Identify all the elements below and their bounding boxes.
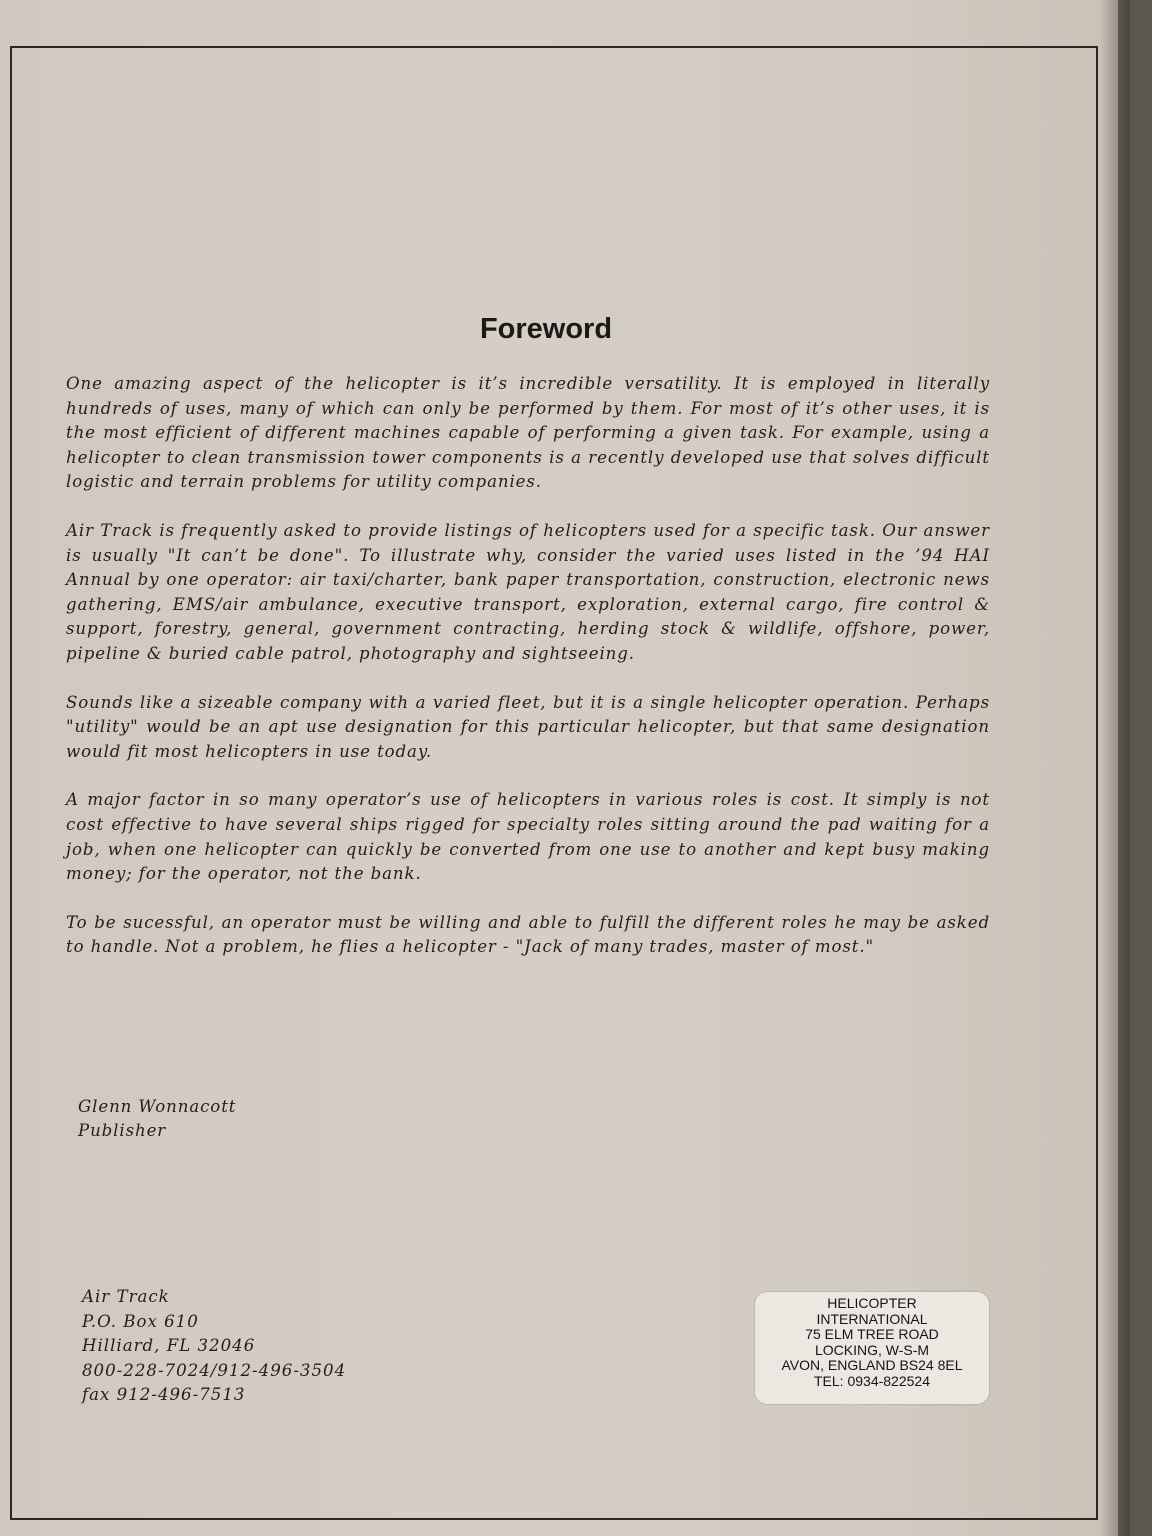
page-edge-shadow [1100, 0, 1130, 1536]
stamp-line: TEL: 0934-822524 [814, 1372, 930, 1389]
address-line: Air Track [82, 1287, 170, 1306]
paragraph: Sounds like a sizeable company with a varied fleet, but it is a single helicopter operation. Perhaps "utility" would be an apt use designation for this particular helicopter, but that same designation would fit most helicopters in use today. [66, 692, 990, 761]
stamp-line: 75 ELM TREE ROAD [805, 1326, 939, 1343]
paragraph: Air Track is frequently asked to provide listings of helicopters used for a specific task. Our answer is usually "It can’t be done". To illustrate why, consider the varied uses listed in the ’94 HAI Annual by one operator: air taxi/charter, bank paper transportation, construction, electronic news gathering, EMS/air ambulance, executive transport, exploration, external cargo, fire control & support, forestry, general, government contracting, herding stock & wildlife, offshore, power, pipeline & buried cable patrol, photography and sightseeing. [66, 520, 990, 663]
address-line: fax 912-496-7513 [82, 1385, 246, 1404]
signature-name: Glenn Wonnacott [78, 1097, 237, 1116]
stamp-line: INTERNATIONAL [816, 1310, 928, 1327]
signature-block [78, 1095, 236, 1143]
page-title: Foreword [479, 313, 613, 345]
address-line: P.O. Box 610 [82, 1311, 199, 1331]
foreword-body [66, 372, 990, 984]
signature-role: Publisher [78, 1121, 167, 1140]
address-line: 800-228-7024/912-496-3504 [82, 1360, 347, 1380]
paragraph: One amazing aspect of the helicopter is it’s incredible versatility. It is employed in literally hundreds of uses, many of which can only be performed by them. For most of it’s other uses, it is the most efficient of different machines capable of performing a given task. For example, using a helicopter to clean transmission tower components is a recently developed use that solves difficult logistic and terrain problems for utility companies. [66, 374, 990, 492]
address-line: Hilliard, FL 32046 [82, 1336, 256, 1355]
stamp-line: HELICOPTER [827, 1295, 917, 1311]
distributor-label-sticker [755, 1292, 989, 1404]
stamp-line: LOCKING, W-S-M [814, 1341, 930, 1358]
stamp-line: AVON, ENGLAND BS24 8EL [781, 1357, 963, 1374]
publisher-address [82, 1285, 346, 1408]
paragraph: To be sucessful, an operator must be willing and able to fulfill the different roles he may be asked to handle. Not a problem, he flies a helicopter - "Jack of many trades, master of most." [66, 912, 990, 957]
paragraph: A major factor in so many operator’s use of helicopters in various roles is cost. It simply is not cost effective to have several ships rigged for specialty roles sitting around the pad waiting for a job, when one helicopter can quickly be converted from one use to another and kept busy making money; for the operator, not the bank. [66, 790, 990, 884]
